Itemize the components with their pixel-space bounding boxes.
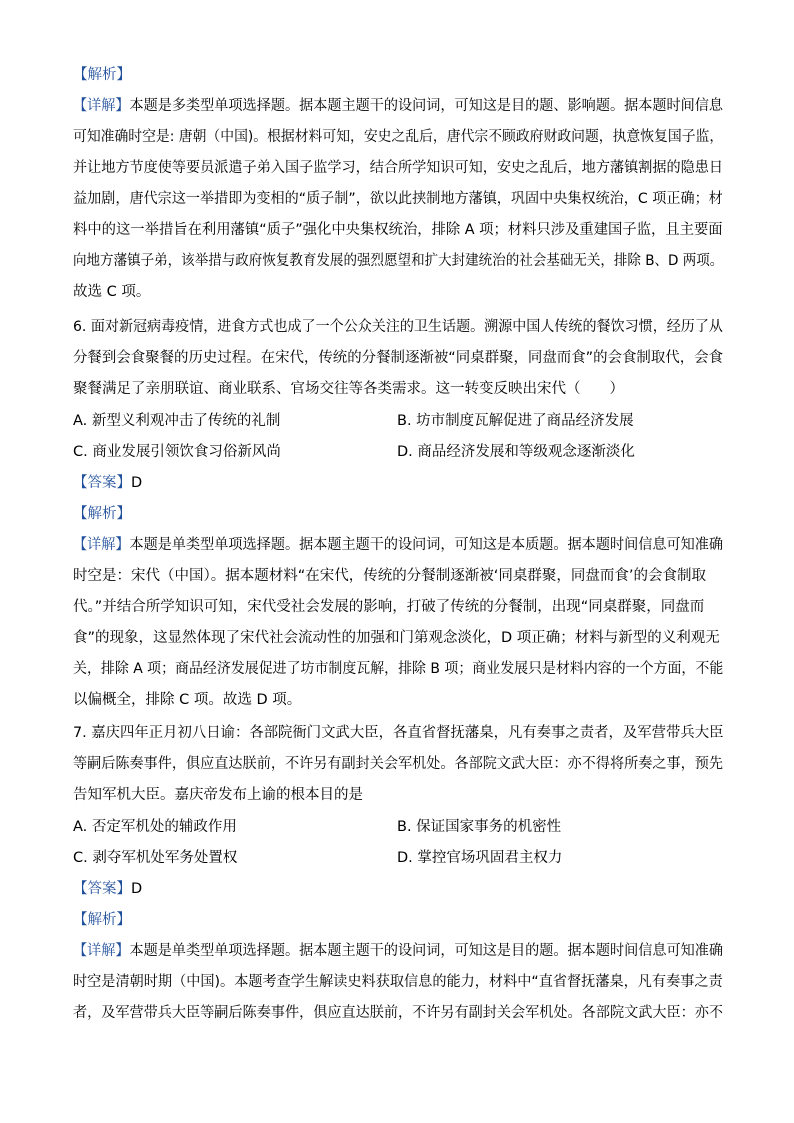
detail-line: 关，排除 A 项；商品经济发展促进了坊市制度瓦解，排除 B 项；商业发展只是材料内容的一个方面，不能: [73, 661, 724, 677]
option-b: B. 坊市制度瓦解促进了商品经济发展: [397, 413, 634, 429]
detail-text: 本题是多类型单项选择题。据本题主题干的设问词，可知这是目的题、影响题。据本题时间信息: [129, 98, 723, 114]
detail-line: 向地方藩镇子弟，该举措与政府恢复教育发展的强烈愿望和扩大封建统治的社会基础无关，排除 B、D 两项。: [73, 253, 724, 269]
detail-line: [73, 91, 723, 122]
analysis-heading: [73, 905, 131, 936]
answer-value: D: [131, 475, 143, 491]
option-d: D. 商品经济发展和等级观念逐渐淡化: [397, 444, 635, 460]
option-c: C. 商业发展引领饮食习俗新风尚: [73, 444, 281, 460]
analysis-heading: [73, 499, 131, 530]
answer-value: D: [131, 881, 143, 897]
detail-label: 【详解】: [73, 98, 130, 114]
question-stem-line: 告知军机大臣。嘉庆帝发布上谕的根本目的是: [73, 787, 363, 803]
option-a: A. 否定军机处的辅政作用: [73, 819, 237, 835]
analysis-label: 【解析】: [73, 67, 131, 83]
detail-line: 代。”并结合所学知识可知，宋代受社会发展的影响，打破了传统的分餐制，出现“同桌群聚，同盘而: [73, 599, 705, 615]
option-b: B. 保证国家事务的机密性: [397, 819, 562, 835]
answer-label: 【答案】: [73, 475, 131, 491]
detail-text: 本题是单类型单项选择题。据本题主题干的设问词，可知这是目的题。据本题时间信息可知准确: [129, 943, 723, 959]
detail-line: 故选 C 项。: [73, 284, 151, 300]
question-stem-line: 6. 面对新冠病毒疫情，进食方式也成了一个公众关注的卫生话题。溯源中国人传统的餐饮习惯，经历了从: [73, 319, 723, 335]
detail-line: 可知准确时空是: 唐朝（中国)。根据材料可知，安史之乱后，唐代宗不顾政府财政问题，执意恢复国子监，: [73, 129, 724, 145]
answer-line: [73, 468, 142, 499]
detail-line: 料中的这一举措旨在利用藩镇“质子”强化中央集权统治，排除 A 项；材料只涉及重建国子监，且主要面: [73, 222, 723, 238]
detail-text: 本题是单类型单项选择题。据本题主题干的设问词，可知这是本质题。据本题时间信息可知准确: [129, 537, 723, 553]
detail-label: 【详解】: [73, 943, 130, 959]
analysis-label: 【解析】: [73, 912, 131, 928]
detail-line: [73, 530, 723, 561]
detail-line: 时空是清朝时期（中国)。本题考查学生解读史料获取信息的能力，材料中“直省督抚藩臬，凡有奏事之责: [73, 974, 723, 990]
detail-label: 【详解】: [73, 537, 130, 553]
option-c: C. 剥夺军机处军务处置权: [73, 850, 238, 866]
detail-line: 以偏概全，排除 C 项。故选 D 项。: [73, 692, 302, 708]
detail-line: 益加剧，唐代宗这一举措即为变相的“质子制”，欲以此挟制地方藩镇，巩固中央集权统治，C 项正确；材: [73, 191, 723, 207]
question-stem-line: 分餐到会食聚餐的历史过程。在宋代，传统的分餐制逐渐被“同桌群聚，同盘而食”的会食制取代，会食: [73, 350, 724, 366]
detail-line: 并让地方节度使等要员派遣子弟入国子监学习，结合所学知识可知，安史之乱后，地方藩镇割据的隐患日: [73, 160, 723, 176]
question-stem-line: 7. 嘉庆四年正月初八日谕：各部院衙门文武大臣，各直省督抚藩臬，凡有奏事之责者，及军营带兵大臣: [73, 725, 724, 741]
option-d: D. 掌控官场巩固君主权力: [397, 850, 563, 866]
answer-label: 【答案】: [73, 881, 131, 897]
analysis-heading: [73, 60, 131, 91]
answer-line: [73, 874, 142, 905]
question-stem-line: 聚餐满足了亲朋联谊、商业联系、官场交往等各类需求。这一转变反映出宋代（ ）: [73, 381, 624, 397]
question-stem-line: 等嗣后陈奏事件，俱应直达朕前，不许另有副封关会军机处。各部院文武大臣：亦不得将所奏之事，预先: [73, 756, 723, 772]
option-a: A. 新型义利观冲击了传统的礼制: [73, 413, 281, 429]
detail-line: 时空是：宋代（中国）。据本题材料“在宋代，传统的分餐制逐渐被‘同桌群聚，同盘而食’的会食制取: [73, 568, 706, 584]
analysis-label: 【解析】: [73, 506, 131, 522]
detail-line: [73, 936, 723, 967]
detail-line: 者，及军营带兵大臣等嗣后陈奏事件，俱应直达朕前，不许另有副封关会军机处。各部院文武大臣：亦不: [73, 1005, 723, 1021]
detail-line: 食”的现象，这显然体现了宋代社会流动性的加强和门第观念淡化，D 项正确；材料与新型的义利观无: [73, 630, 720, 646]
